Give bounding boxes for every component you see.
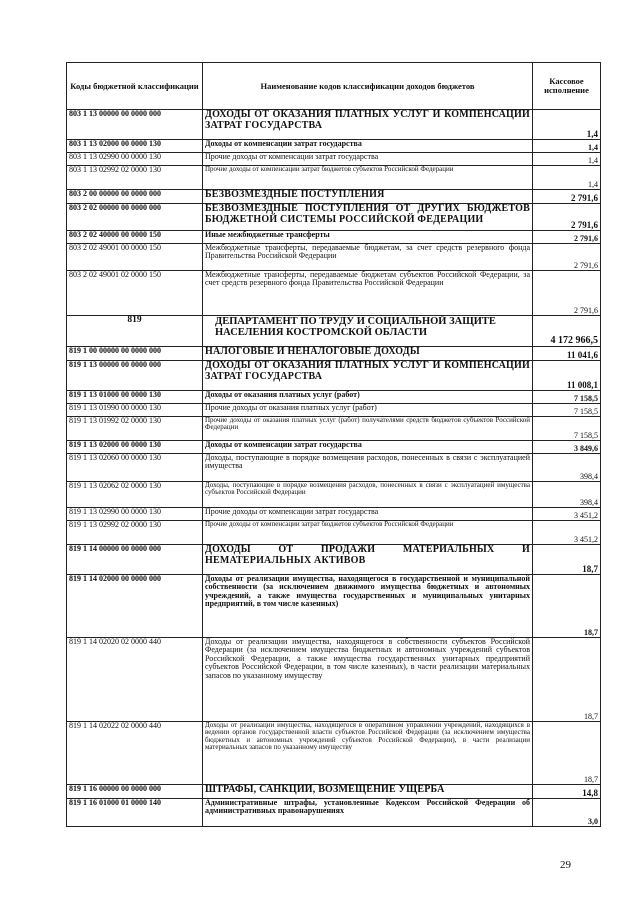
table-header-row bbox=[67, 63, 601, 110]
row-name: Доходы от реализации имущества, находящегося в собственности субъектов Российской Федерации (за исключением имущества бюджетных и автономных учреждений субъектов Российской Федерации, а также имущества государственных унитарных предприятий субъектов Российской Федерации, в том числе казенных), в части реализации материальных запасов по указанному имуществу bbox=[203, 638, 533, 722]
table-row bbox=[67, 638, 601, 722]
table-row bbox=[67, 404, 601, 417]
table-row bbox=[67, 140, 601, 153]
row-amount: 3 451,2 bbox=[533, 521, 601, 545]
row-amount: 18,7 bbox=[533, 545, 601, 575]
table-row bbox=[67, 361, 601, 391]
row-code: 819 1 00 00000 00 0000 000 bbox=[67, 347, 203, 361]
row-amount: 18,7 bbox=[533, 722, 601, 785]
table-row bbox=[67, 545, 601, 575]
table-row bbox=[67, 316, 601, 347]
row-name: Доходы от компенсации затрат государства bbox=[203, 441, 533, 454]
row-name: Межбюджетные трансферты, передаваемые бюджетам, за счет средств резервного фонда Правительства Российской Федерации bbox=[203, 244, 533, 271]
row-amount: 398,4 bbox=[533, 454, 601, 482]
row-code: 819 1 13 02062 02 0000 130 bbox=[67, 482, 203, 508]
row-code: 803 1 13 00000 00 0000 000 bbox=[67, 110, 203, 140]
page-number: 29 bbox=[560, 859, 571, 871]
row-code: 803 1 13 02990 00 0000 130 bbox=[67, 153, 203, 166]
row-code: 819 1 13 01992 02 0000 130 bbox=[67, 417, 203, 441]
row-name: ДЕПАРТАМЕНТ ПО ТРУДУ И СОЦИАЛЬНОЙ ЗАЩИТЕ НАСЕЛЕНИЯ КОСТРОМСКОЙ ОБЛАСТИ bbox=[203, 316, 533, 347]
header-amount-column: Кассовое исполнение bbox=[533, 63, 601, 110]
row-amount: 4 172 966,5 bbox=[533, 316, 601, 347]
table-row bbox=[67, 799, 601, 827]
row-code: 803 2 02 49001 02 0000 150 bbox=[67, 271, 203, 316]
table-row bbox=[67, 190, 601, 204]
row-amount: 398,4 bbox=[533, 482, 601, 508]
row-name: ШТРАФЫ, САНКЦИИ, ВОЗМЕЩЕНИЕ УЩЕРБА bbox=[203, 785, 533, 799]
table-row bbox=[67, 110, 601, 140]
row-code: 819 bbox=[67, 316, 203, 347]
table-row bbox=[67, 417, 601, 441]
row-amount: 14,8 bbox=[533, 785, 601, 799]
row-name: ДОХОДЫ ОТ ОКАЗАНИЯ ПЛАТНЫХ УСЛУГ И КОМПЕНСАЦИИ ЗАТРАТ ГОСУДАРСТВА bbox=[203, 361, 533, 391]
row-name: Доходы от реализации имущества, находящегося в государственной и муниципальной собственности (за исключением движимого имущества бюджетных и автономных учреждений, а также имущества государственных и муниципальных унитарных предприятий, в том числе казенных) bbox=[203, 575, 533, 638]
table-row bbox=[67, 785, 601, 799]
row-code: 803 1 13 02000 00 0000 130 bbox=[67, 140, 203, 153]
row-amount: 3 849,6 bbox=[533, 441, 601, 454]
table-row bbox=[67, 454, 601, 482]
row-name: НАЛОГОВЫЕ И НЕНАЛОГОВЫЕ ДОХОДЫ bbox=[203, 347, 533, 361]
row-name: Межбюджетные трансферты, передаваемые бюджетам субъектов Российской Федерации, за счет средств резервного фонда Правительства Российской Федерации bbox=[203, 271, 533, 316]
row-name: Прочие доходы от компенсации затрат государства bbox=[203, 508, 533, 521]
row-amount: 18,7 bbox=[533, 575, 601, 638]
table-row bbox=[67, 271, 601, 316]
table-row bbox=[67, 347, 601, 361]
row-amount: 7 158,5 bbox=[533, 417, 601, 441]
row-name: Доходы, поступающие в порядке возмещения расходов, понесенных в связи с эксплуатацией имущества bbox=[203, 454, 533, 482]
table-row bbox=[67, 244, 601, 271]
row-name: Административные штрафы, установленные Кодексом Российской Федерации об административных правонарушениях bbox=[203, 799, 533, 827]
row-name: БЕЗВОЗМЕЗДНЫЕ ПОСТУПЛЕНИЯ ОТ ДРУГИХ БЮДЖЕТОВ БЮДЖЕТНОЙ СИСТЕМЫ РОССИЙСКОЙ ФЕДЕРАЦИИ bbox=[203, 204, 533, 231]
row-code: 819 1 14 02020 02 0000 440 bbox=[67, 638, 203, 722]
row-amount: 11 008,1 bbox=[533, 361, 601, 391]
table-row bbox=[67, 204, 601, 231]
row-amount: 11 041,6 bbox=[533, 347, 601, 361]
table-row bbox=[67, 231, 601, 244]
row-name: Доходы, поступающие в порядке возмещения расходов, понесенных в связи с эксплуатацией имущества субъектов Российской Федерации bbox=[203, 482, 533, 508]
row-name: Прочие доходы от оказания платных услуг (работ) получателями средств бюджетов субъектов Российской Федерации bbox=[203, 417, 533, 441]
table-row bbox=[67, 441, 601, 454]
row-name: Доходы от компенсации затрат государства bbox=[203, 140, 533, 153]
row-code: 819 1 13 02000 00 0000 130 bbox=[67, 441, 203, 454]
row-code: 803 1 13 02992 02 0000 130 bbox=[67, 166, 203, 190]
row-code: 819 1 14 02000 00 0000 000 bbox=[67, 575, 203, 638]
row-name: Прочие доходы от компенсации затрат бюджетов субъектов Российской Федерации bbox=[203, 166, 533, 190]
row-amount: 2 791,6 bbox=[533, 271, 601, 316]
table-row bbox=[67, 508, 601, 521]
row-code: 803 2 02 40000 00 0000 150 bbox=[67, 231, 203, 244]
row-name: Доходы от реализации имущества, находящегося в оперативном управлении учреждений, находящихся в ведении органов государственной власти субъектов Российской Федерации (за исключением имущества бюджетных и автономных учреждений субъектов Российской Федерации), в части реализации материальных запасов по указанному имуществу bbox=[203, 722, 533, 785]
table-row bbox=[67, 482, 601, 508]
row-name: Прочие доходы от компенсации затрат бюджетов субъектов Российской Федерации bbox=[203, 521, 533, 545]
revenue-table-sheet bbox=[66, 62, 600, 827]
row-name: Иные межбюджетные трансферты bbox=[203, 231, 533, 244]
row-name: Доходы от оказания платных услуг (работ) bbox=[203, 391, 533, 404]
row-code: 803 2 02 00000 00 0000 000 bbox=[67, 204, 203, 231]
row-name: ДОХОДЫ ОТ ОКАЗАНИЯ ПЛАТНЫХ УСЛУГ И КОМПЕНСАЦИИ ЗАТРАТ ГОСУДАРСТВА bbox=[203, 110, 533, 140]
row-code: 803 2 02 49001 00 0000 150 bbox=[67, 244, 203, 271]
table-row bbox=[67, 722, 601, 785]
row-amount: 2 791,6 bbox=[533, 231, 601, 244]
row-code: 819 1 16 00000 00 0000 000 bbox=[67, 785, 203, 799]
row-code: 803 2 00 00000 00 0000 000 bbox=[67, 190, 203, 204]
row-code: 819 1 13 01990 00 0000 130 bbox=[67, 404, 203, 417]
row-name: Прочие доходы от компенсации затрат государства bbox=[203, 153, 533, 166]
table-row bbox=[67, 521, 601, 545]
row-amount: 3,0 bbox=[533, 799, 601, 827]
header-name-column: Наименование кодов классификации доходов бюджетов bbox=[203, 63, 533, 110]
table-row bbox=[67, 153, 601, 166]
row-amount: 2 791,6 bbox=[533, 190, 601, 204]
row-code: 819 1 14 02022 02 0000 440 bbox=[67, 722, 203, 785]
row-code: 819 1 13 01000 00 0000 130 bbox=[67, 391, 203, 404]
header-code-column: Коды бюджетной классификации bbox=[67, 63, 203, 110]
row-amount: 7 158,5 bbox=[533, 404, 601, 417]
row-name: БЕЗВОЗМЕЗДНЫЕ ПОСТУПЛЕНИЯ bbox=[203, 190, 533, 204]
table-row bbox=[67, 391, 601, 404]
row-amount: 1,4 bbox=[533, 140, 601, 153]
row-code: 819 1 13 02992 02 0000 130 bbox=[67, 521, 203, 545]
row-code: 819 1 13 00000 00 0000 000 bbox=[67, 361, 203, 391]
row-amount: 1,4 bbox=[533, 166, 601, 190]
revenue-classification-table bbox=[66, 62, 601, 827]
row-amount: 2 791,6 bbox=[533, 204, 601, 231]
table-row bbox=[67, 166, 601, 190]
row-code: 819 1 13 02990 00 0000 130 bbox=[67, 508, 203, 521]
row-code: 819 1 13 02060 00 0000 130 bbox=[67, 454, 203, 482]
row-name: ДОХОДЫ ОТ ПРОДАЖИ МАТЕРИАЛЬНЫХ И НЕМАТЕРИАЛЬНЫХ АКТИВОВ bbox=[203, 545, 533, 575]
row-code: 819 1 14 00000 00 0000 000 bbox=[67, 545, 203, 575]
row-code: 819 1 16 01000 01 0000 140 bbox=[67, 799, 203, 827]
row-amount: 1,4 bbox=[533, 153, 601, 166]
row-amount: 3 451,2 bbox=[533, 508, 601, 521]
row-amount: 7 158,5 bbox=[533, 391, 601, 404]
table-row bbox=[67, 575, 601, 638]
row-amount: 1,4 bbox=[533, 110, 601, 140]
row-amount: 2 791,6 bbox=[533, 244, 601, 271]
row-name: Прочие доходы от оказания платных услуг (работ) bbox=[203, 404, 533, 417]
row-amount: 18,7 bbox=[533, 638, 601, 722]
